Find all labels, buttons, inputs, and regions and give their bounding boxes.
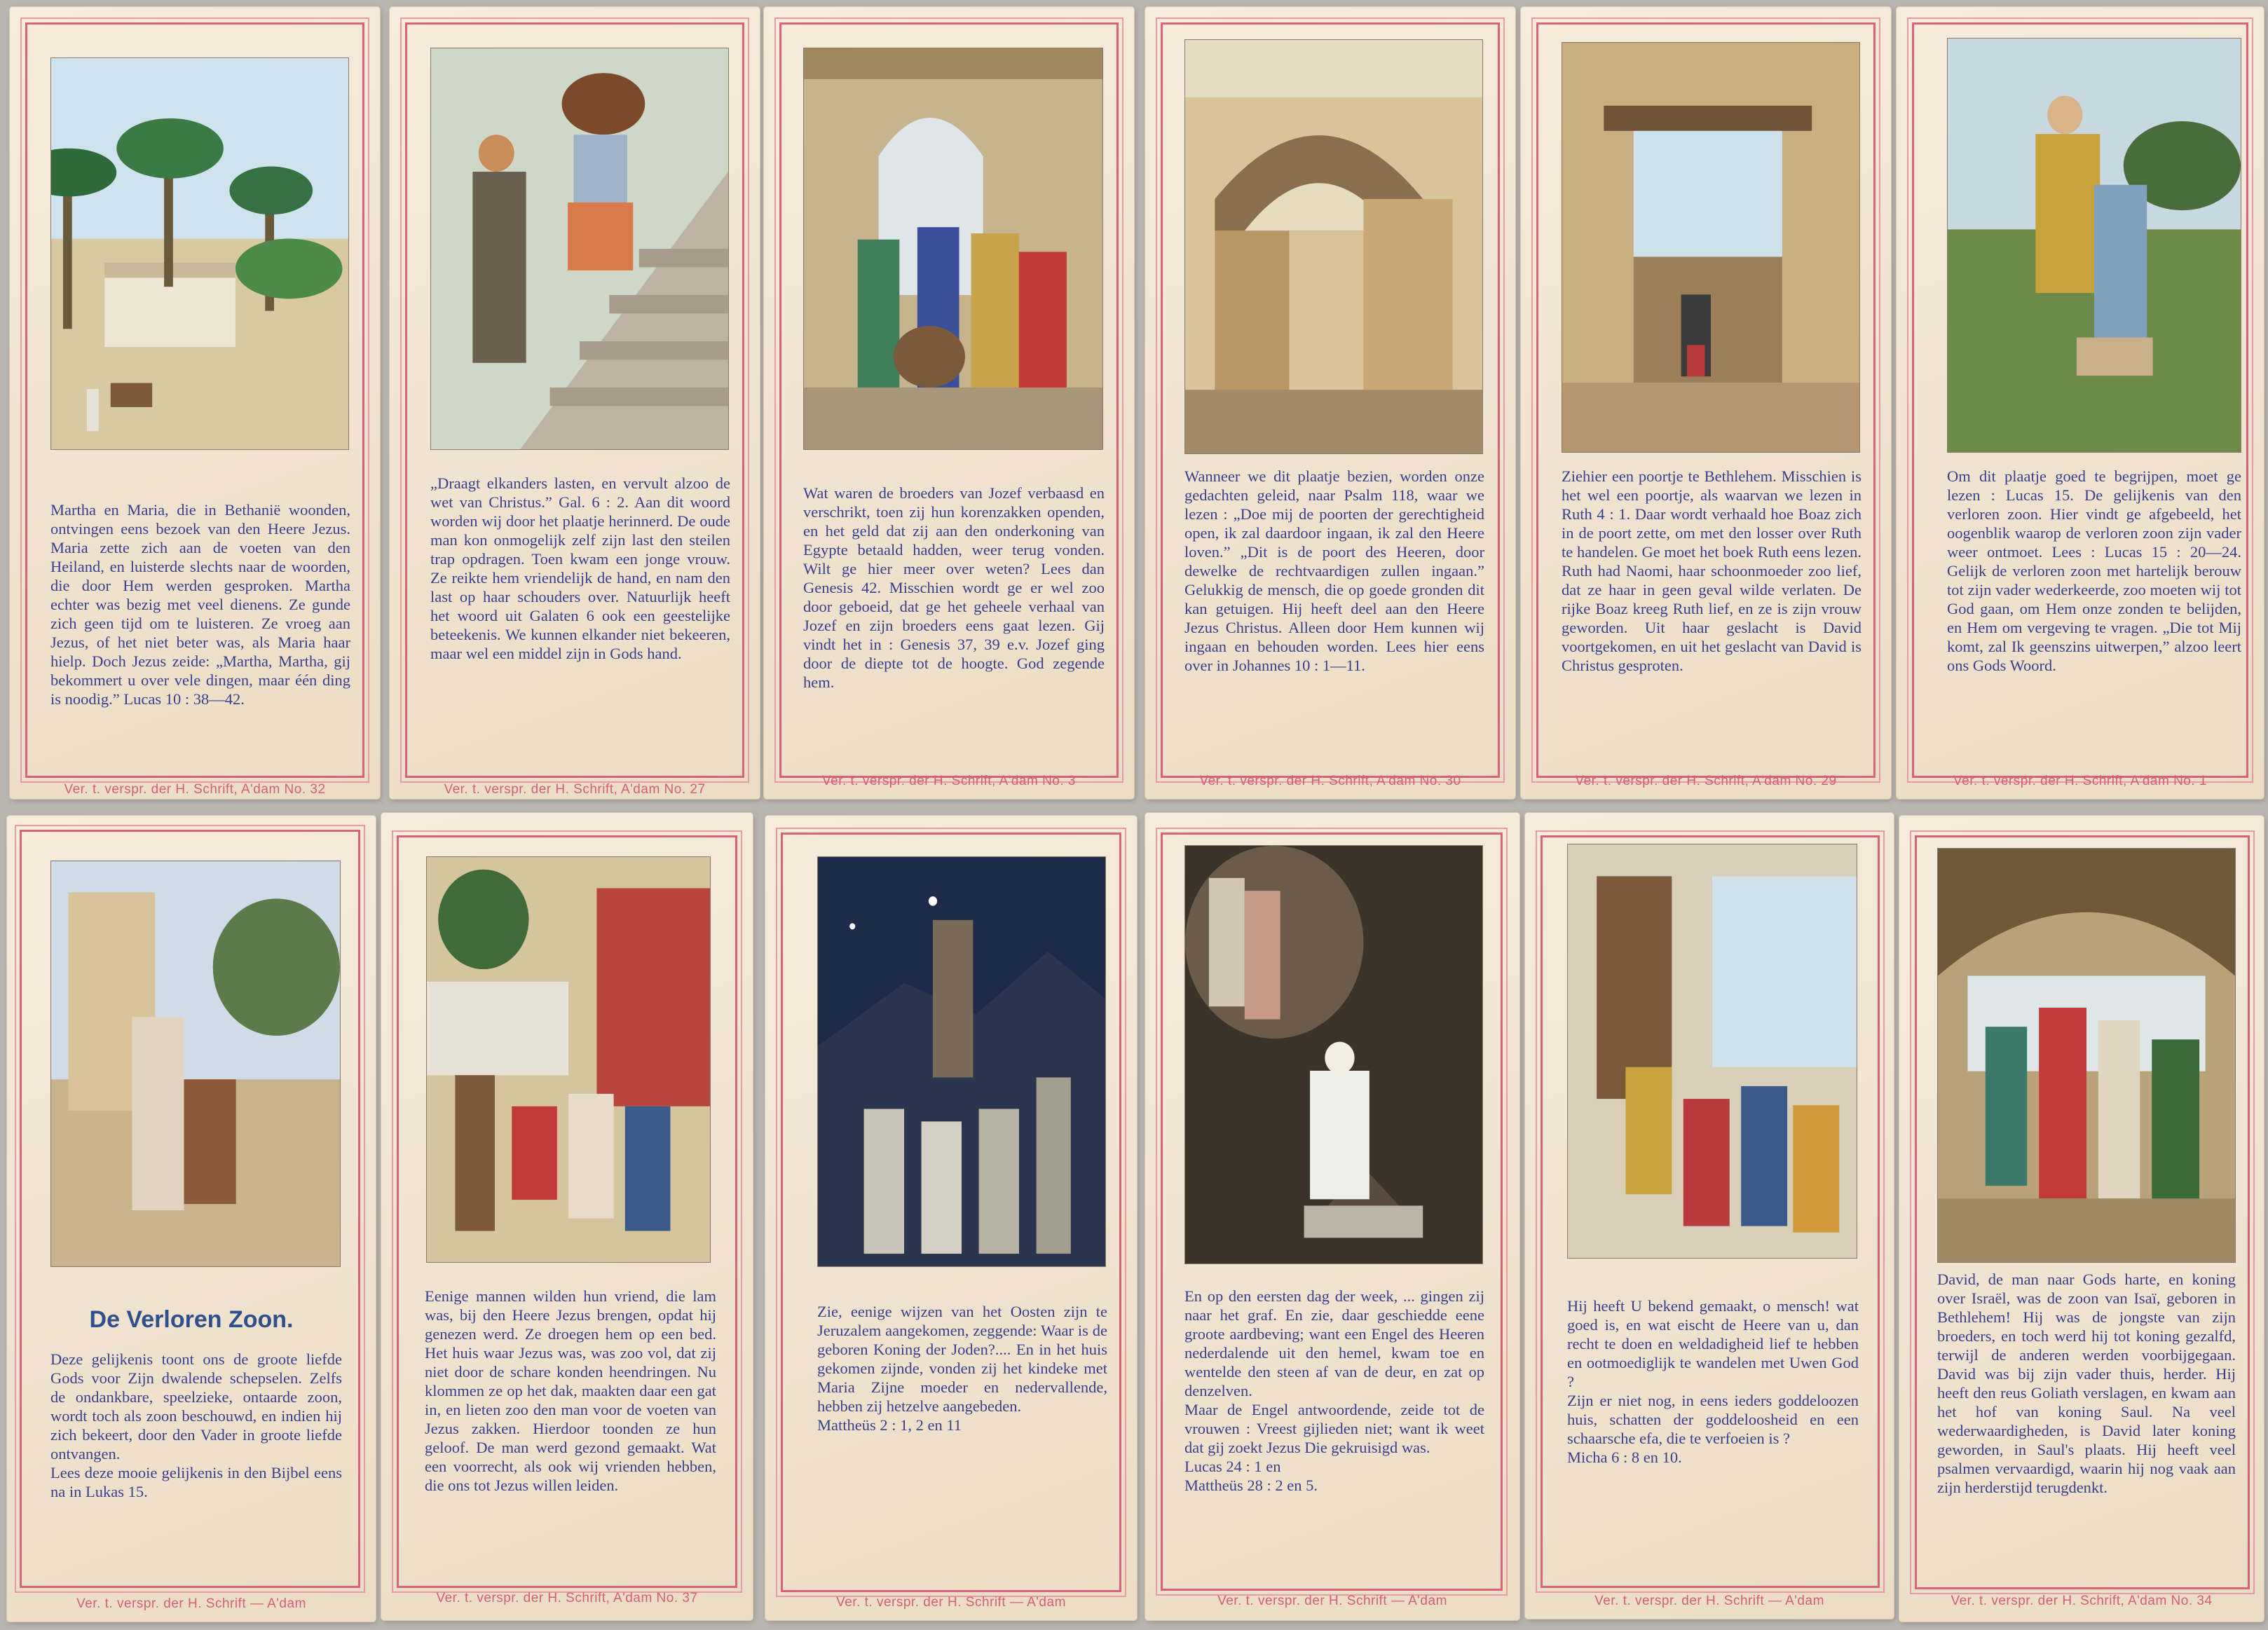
card-footer: Ver. t. verspr. der H. Schrift, A'dam No. 1	[1953, 774, 2207, 788]
card-text: „Draagt elkanders lasten, en vervult alzoo de wet van Christus.” Gal. 6 : 2. Aan dit woord worden wij door het plaatje herinnerd. De oude man kon onmogelijk zelf zijn last den steilen trap opdragen. Toen kwam een jonge vrouw. Ze reikte hem vriendelijk de hand, en nam den last op haar schouders over. Natuurlijk heeft het woord uit Galaten 6 ook een geestelijke beteekenis. We kunnen elkander niet bekeeren, maar wel een middel zijn in Gods hand.	[430, 474, 730, 662]
card-5	[1521, 7, 1891, 799]
card-12	[1899, 816, 2264, 1622]
card-text: David, de man naar Gods harte, en koning over Israël, was de zoon van Isaï, geboren in Bethlehem! Hij was de jongste van zijn broeders, en toch werd hij tot koning gezalfd, terwijl de anderen werden voorbijgegaan. David was bij zijn vader thuis, herder. Hij heeft den reus Goliath verslagen, en kwam aan het hof van koning Saul. Na veel wederwaardigheden, is David later koning geworden, in Saul's plaats. Hij heeft veel psalmen vervaardigd, waarin hij nog vaak aan zijn herderstijd terugdenkt.	[1937, 1271, 2236, 1496]
card-text: Deze gelijkenis toont ons de groote liefde Gods voor Zijn dwalende schepselen. Zelfs de ondankbare, speelzieke, ontaarde zoon, wordt toch als zoon beschouwd, en indien hij zich bekeert, door den Vader in groote liefde ontvangen. Lees deze mooie gelijkenis in den Bijbel eens na in Lukas 15.	[50, 1350, 342, 1500]
card-footer: Ver. t. verspr. der H. Schrift — A'dam	[1217, 1594, 1447, 1608]
card-footer: Ver. t. verspr. der H. Schrift, A'dam No. 37	[436, 1591, 698, 1605]
card-footer: Ver. t. verspr. der H. Schrift, A'dam No. 30	[1199, 774, 1461, 788]
card-illustration	[50, 57, 349, 450]
card-illustration	[1937, 848, 2236, 1263]
card-illustration	[817, 856, 1106, 1267]
card-text: Hij heeft U bekend gemaakt, o mensch! wat goed is, en wat eischt de Heere van u, dan recht te doen en weldadigheid lief te hebben en ootmoediglijk te wandelen met Uwen God ? Zijn er niet nog, in eens ieders goddeloozen huis, schatten der goddeloosheid en een schaarsche efa, die te verfoeien is ? Micha 6 : 8 en 10.	[1567, 1297, 1859, 1466]
card-text: En op den eersten dag der week, ... gingen zij naar het graf. En zie, daar geschiedde eene groote aardbeving; want een Engel des Heeren nederdalende uit den hemel, kwam toe en wentelde den steen af van de deur, en zat op denzelven. Maar de Engel antwoordende, zeide tot de vrouwen : Vreest gijlieden niet; want ik weet dat gij zoekt Jezus Die gekruisigd was. Lucas 24 : 1 en Mattheüs 28 : 2 en 5.	[1184, 1287, 1484, 1494]
card-footer: Ver. t. verspr. der H. Schrift, A'dam No. 34	[1951, 1594, 2213, 1608]
card-illustration	[1947, 38, 2241, 453]
card-8	[381, 813, 753, 1620]
card-10	[1145, 813, 1519, 1620]
card-illustration	[50, 861, 341, 1267]
card-footer: Ver. t. verspr. der H. Schrift, A'dam No. 29	[1575, 774, 1837, 788]
card-illustration	[426, 856, 711, 1263]
card-heading: De Verloren Zoon.	[89, 1306, 294, 1333]
card-text: Eenige mannen wilden hun vriend, die lam was, bij den Heere Jezus brengen, opdat hij genezen werd. Ze droegen hem op een bed. Het huis waar Jezus was, was zoo vol, dat zij niet door de schare konden heendringen. Nu klommen ze op het dak, maakten daar een gat in, en lieten zoo den man voor de voeten van Jezus zakken. Hierdoor toonden ze hun geloof. De man werd gezond gemaakt. Wat een voorrecht, als ook wij vrienden hebben, die ons tot Jezus willen leiden.	[425, 1287, 716, 1494]
card-illustration	[803, 48, 1103, 450]
card-footer: Ver. t. verspr. der H. Schrift — A'dam	[1594, 1594, 1824, 1608]
card-7	[7, 816, 376, 1622]
card-text: Martha en Maria, die in Bethanië woonden, ontvingen eens bezoek van den Heere Jezus. Maria zette zich aan de voeten van den Heiland, en luisterde slechts naar de woorden, die door Hem werden gesproken. Martha echter was bezig met veel dienens. Ze gunde zich geen tijd om te luisteren. Ze vroeg aan Jezus, of het niet beter was, als Maria haar hielp. Doch Jezus zeide: „Martha, Martha, gij bekommert u over vele dingen, maar één ding is noodig.” Lucas 10 : 38—42.	[50, 501, 350, 708]
card-1	[10, 7, 380, 799]
card-footer: Ver. t. verspr. der H. Schrift, A'dam No. 27	[444, 782, 706, 797]
card-illustration	[430, 48, 729, 450]
card-illustration	[1567, 844, 1857, 1259]
card-text: Wanneer we dit plaatje bezien, worden onze gedachten geleid, naar Psalm 118, waar we lezen : „Doe mij de poorten der gerechtigheid open, ik zal daardoor ingaan, ik zal den Heere loven.” „Dit is de poort des Heeren, door dewelke de rechtvaardigen zullen ingaan.” Gelukkig de mensch, die op goede gronden dit kan getuigen. Hij heeft deel aan den Heere Jezus Christus. Alleen door Hem kunnen wij ingaan en behouden worden. Lees hier eens over in Johannes 10 : 1—11.	[1184, 467, 1484, 674]
card-text: Ziehier een poortje te Bethlehem. Misschien is het wel een poortje, als waarvan we lezen in Ruth 4 : 1. Daar wordt verhaald hoe Boaz zich in de poort zette, om met den losser over Ruth te handelen. Ge moet het boek Ruth eens lezen. Ruth had Naomi, haar schoonmoeder zoo lief, dat ze haar in geen geval wilde verlaten. De rijke Boaz kreeg Ruth lief, en ze is zijn vrouw geworden. Uit haar geslacht is David voortgekomen, en uit het geslacht van David is Christus gesproten.	[1562, 467, 1861, 674]
card-illustration	[1184, 39, 1483, 454]
card-footer: Ver. t. verspr. der H. Schrift, A'dam No. 32	[64, 782, 326, 797]
card-4	[1145, 7, 1515, 799]
card-footer: Ver. t. verspr. der H. Schrift, A'dam No. 3	[822, 774, 1076, 788]
card-6	[1897, 7, 2264, 799]
card-text: Zie, eenige wijzen van het Oosten zijn te Jeruzalem aangekomen, zeggende: Waar is de geboren Koning der Joden?.... En in het huis gekomen zijnde, vonden zij het kindeke met Maria Zijne moeder en nedervallende, hebben zij hetzelve aangebeden. Mattheüs 2 : 1, 2 en 11	[817, 1303, 1107, 1434]
card-2	[390, 7, 760, 799]
card-3	[764, 7, 1134, 799]
card-11	[1525, 813, 1894, 1619]
card-text: Wat waren de broeders van Jozef verbaasd en verschrikt, toen zij hun korenzakken openden, en het geld dat zij aan den onderkoning van Egypte betaald hadden, weer terug vonden. Wilt ge hier meer over weten? Lees dan Genesis 42. Misschien wordt ge er wel zoo door geboeid, dat ge het geheele verhaal van Jozef en zijn broeders eens gaat lezen. Gij vindt het in : Genesis 37, 39 e.v. Jozef ging door de diepte tot de hoogte. God zegende hem.	[803, 484, 1105, 691]
card-illustration	[1184, 845, 1483, 1264]
card-footer: Ver. t. verspr. der H. Schrift — A'dam	[836, 1595, 1066, 1610]
card-text: Om dit plaatje goed te begrijpen, moet ge lezen : Lucas 15. De gelijkenis van den verloren zoon. Hier vindt ge afgebeeld, het oogenblik waarop de verloren zoon zijn vader weer ontmoet. Lees : Lucas 15 : 20—24. Gelijk de verloren zoon met hartelijk berouw tot zijn vader wederkeerde, zoo moeten wij tot God gaan, om Hem onze zonden te belijden, en Hem om vergeving te vragen. „Die tot Mij komt, zal Ik geenszins uitwerpen,” alzoo leert ons Gods Woord.	[1947, 467, 2241, 674]
card-illustration	[1562, 42, 1860, 453]
card-footer: Ver. t. verspr. der H. Schrift — A'dam	[76, 1596, 306, 1611]
card-9	[765, 816, 1137, 1620]
